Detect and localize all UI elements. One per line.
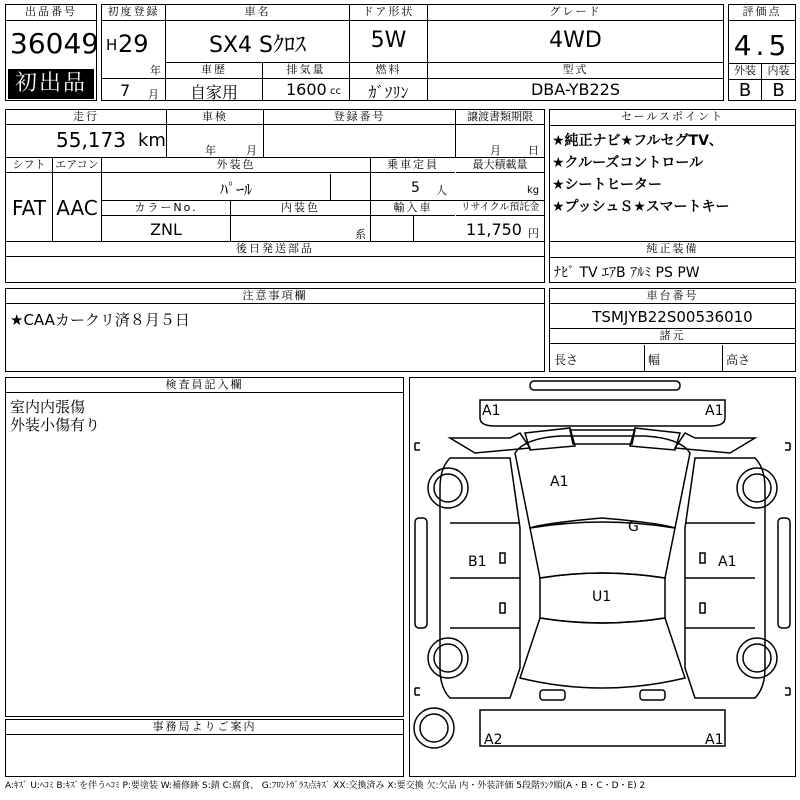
interior-color-label: 内装色 xyxy=(231,201,370,216)
history-value: 自家用 xyxy=(189,83,238,102)
inspection-year-unit: 年 xyxy=(205,144,216,157)
exterior-rating: B xyxy=(738,80,752,101)
capacity-label: 乗車定員 xyxy=(371,158,455,173)
notes-block xyxy=(5,288,545,372)
mileage-value: 55,173 xyxy=(56,128,126,152)
displacement-unit: cc xyxy=(330,86,341,97)
door-type: 5W xyxy=(370,28,407,53)
notes-label: 注意事項欄 xyxy=(6,289,544,304)
mark-front-right: A1 xyxy=(705,403,724,419)
selling-points-label: セールスポイント xyxy=(550,110,795,126)
capacity-unit: 人 xyxy=(436,184,447,197)
mark-rear-left: A2 xyxy=(484,732,503,748)
door-label: ドア形状 xyxy=(350,5,427,21)
inspector-line-2: 外装小傷有り xyxy=(10,416,101,434)
lot-label: 出品番号 xyxy=(6,5,96,21)
equipment-label: 純正装備 xyxy=(550,242,795,258)
exterior-color-label: 外装色 xyxy=(102,158,370,173)
displacement-label: 排気量 xyxy=(263,63,349,79)
lot-block xyxy=(5,4,100,101)
grade-label: グレード xyxy=(428,5,723,21)
model-label: 型式 xyxy=(428,63,723,79)
mark-right-door: A1 xyxy=(718,554,737,570)
mark-front-left: A1 xyxy=(482,403,501,419)
length-label: 長さ xyxy=(554,353,579,367)
car-diagram-frame xyxy=(409,377,796,777)
chassis-block xyxy=(549,288,796,372)
legend: A:ｷｽﾞ U:ﾍｺﾐ B:ｷｽﾞを伴うﾍｺﾐ P:要塗装 W:補修跡 S:錆 C:腐食、 G:ﾌﾛﾝﾄｶﾞﾗｽ点ｷｽﾞ XX:交換済み X:要交換 欠:欠品 内・外装評価 5段階ﾗﾝｸ順(A・B・C・D・E) 2 xyxy=(5,781,646,791)
recycle-unit: 円 xyxy=(528,227,539,240)
history-label: 車歴 xyxy=(166,63,262,79)
mark-windshield: G xyxy=(628,519,639,535)
selling-point-4: ★プッシュＳ★スマートキー xyxy=(552,199,730,215)
chassis-label: 車台番号 xyxy=(550,289,795,304)
dimensions-label: 諸元 xyxy=(550,329,795,344)
transfer-docs-label: 譲渡書類期限 xyxy=(456,110,544,125)
inspection-label: 車検 xyxy=(167,110,263,125)
recycle-value: 11,750 xyxy=(466,220,522,239)
grade-value: 4WD xyxy=(549,28,602,53)
equipment-value: ﾅﾋﾞ TV ｴｱB ｱﾙﾐ PS PW xyxy=(554,265,700,281)
shift-label: シフト xyxy=(6,158,52,173)
mark-left-door: B1 xyxy=(468,554,487,570)
rating-label: 評価点 xyxy=(729,5,795,21)
selling-point-3: ★シートヒーター xyxy=(552,177,662,193)
notes-value: ★CAAカークリ済８月５日 xyxy=(10,311,190,329)
capacity-value: 5 xyxy=(411,180,420,196)
load-unit: kg xyxy=(527,185,540,196)
registration-label: 初度登録 xyxy=(102,5,165,21)
interior-color-unit: 系 xyxy=(355,228,366,241)
shift-value: FAT xyxy=(11,196,46,220)
car-diagram xyxy=(410,378,795,776)
first-listing-badge: 初出品 xyxy=(8,69,94,99)
exterior-rating-label: 外装 xyxy=(729,64,761,80)
mileage-unit: km xyxy=(138,130,166,151)
selling-point-2: ★クルーズコントロール xyxy=(552,155,704,171)
rating-block xyxy=(728,4,796,101)
selling-point-1: ★純正ナビ★フルセグTV、 xyxy=(552,133,723,149)
inspector-line-1: 室内内張傷 xyxy=(10,398,86,416)
vehicle-name: SX4 Sｸﾛｽ xyxy=(209,33,306,58)
registration-year-unit: 年 xyxy=(150,64,161,77)
color-no-value: ZNL xyxy=(150,220,182,239)
inspection-month-unit: 月 xyxy=(246,144,257,157)
chassis-value: TSMJYB22S00536010 xyxy=(592,308,753,326)
ac-label: エアコン xyxy=(53,158,101,173)
registration-month: 7 xyxy=(120,81,131,100)
height-label: 高さ xyxy=(726,353,751,367)
mark-roof: U1 xyxy=(592,589,612,605)
rating-score: 4.5 xyxy=(733,29,791,62)
plate-label: 登録番号 xyxy=(264,110,455,125)
selling-points-block xyxy=(549,109,796,283)
fuel-value: ｶﾞｿﾘﾝ xyxy=(368,83,409,102)
inspector-label: 検査員記入欄 xyxy=(6,378,403,393)
office-label: 事務局よりご案内 xyxy=(6,720,403,735)
mark-hood: A1 xyxy=(550,474,569,490)
width-label: 幅 xyxy=(648,353,661,367)
recycle-label: リサイクル預託金 xyxy=(456,201,544,216)
mileage-label: 走行 xyxy=(6,110,166,125)
import-label: 輸入車 xyxy=(371,201,455,216)
displacement-value: 1600 xyxy=(286,80,327,99)
transfer-day-unit: 日 xyxy=(528,144,539,157)
model-value: DBA-YB22S xyxy=(530,80,621,99)
registration-era: H xyxy=(106,36,118,54)
transfer-month-unit: 月 xyxy=(490,144,501,157)
interior-rating: B xyxy=(772,80,785,101)
inspector-block xyxy=(5,377,404,717)
later-parts-label: 後日発送部品 xyxy=(6,242,544,257)
registration-year: 29 xyxy=(118,30,149,58)
office-block xyxy=(5,719,404,777)
interior-rating-label: 内装 xyxy=(762,64,795,80)
vehicle-name-label: 車名 xyxy=(166,5,349,21)
mark-rear-right: A1 xyxy=(705,732,724,748)
exterior-color-value: ﾊﾟｰﾙ xyxy=(219,180,252,199)
color-no-label: カラーNo. xyxy=(102,201,230,216)
load-label: 最大積載量 xyxy=(456,158,544,173)
ac-value: AAC xyxy=(56,196,98,220)
registration-month-unit: 月 xyxy=(148,88,159,101)
fuel-label: 燃料 xyxy=(350,63,427,79)
lot-number: 36049 xyxy=(10,27,100,60)
